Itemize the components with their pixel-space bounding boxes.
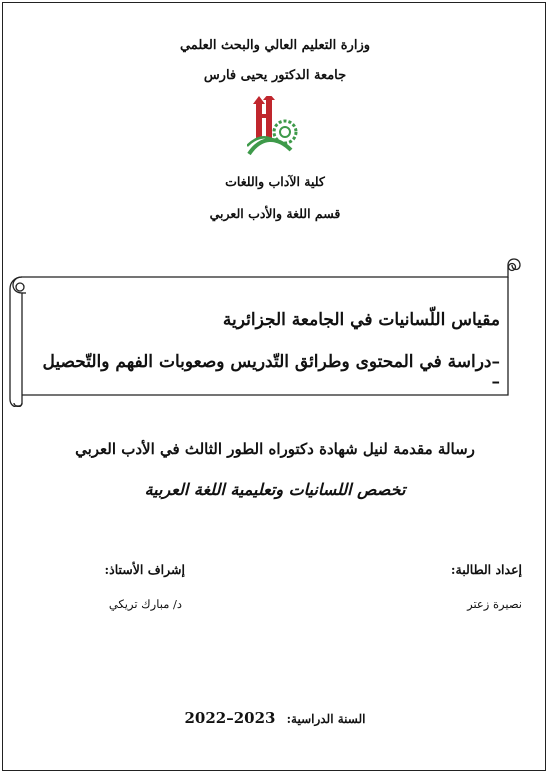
student-name: نصيرة زعتر — [467, 597, 522, 611]
thesis-title: مقياس اللّسانيات في الجامعة الجزائرية — [222, 310, 500, 330]
thesis-subtitle: –دراسة في المحتوى وطرائق التّدريس وصعوبات الفهم والتّحصيل – — [42, 352, 500, 392]
university-logo-icon — [247, 96, 299, 158]
department-name: قسم اللغة والأدب العربي — [209, 206, 341, 221]
thesis-description: رسالة مقدمة لنيل شهادة دكتوراه الطور الثالث في الأدب العربي — [75, 440, 475, 458]
student-label: إعداد الطالبة: — [450, 562, 522, 577]
university-name: جامعة الدكتور يحيى فارس — [203, 68, 347, 83]
ministry-name: وزارة التعليم العالي والبحث العلمي — [179, 38, 371, 53]
supervisor-name: د/ مبارك تريكي — [108, 597, 182, 611]
academic-year — [0, 708, 550, 727]
academic-year-label: السنة الدراسية: — [286, 712, 366, 726]
supervisor-label: إشراف الأستاذ: — [104, 562, 185, 577]
thesis-specialty: تخصص اللسانيات وتعليمية اللغة العربية — [144, 480, 406, 499]
academic-year-value: 2022–2023 — [184, 709, 276, 727]
faculty-name: كلية الآداب واللغات — [225, 174, 325, 189]
